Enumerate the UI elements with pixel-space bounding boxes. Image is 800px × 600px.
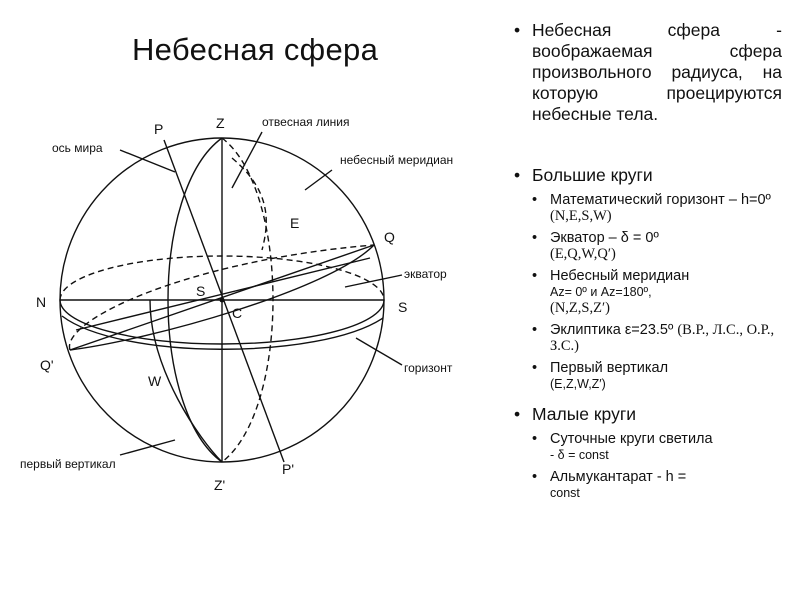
label-Q-prime: Q' bbox=[40, 357, 54, 373]
item-sub: const bbox=[550, 486, 580, 500]
item-main: Математический горизонт – h=0º bbox=[550, 192, 771, 208]
list-item bbox=[512, 268, 782, 316]
center-point bbox=[220, 298, 225, 303]
item-note: (E,Z,W,Z′) bbox=[550, 377, 606, 391]
definition-text bbox=[532, 20, 782, 125]
definition-body: воображаемая сфера произвольного радиуса, на которую проецируются небесные тела. bbox=[532, 41, 782, 124]
label-celestial-meridian: небесный меридиан bbox=[340, 153, 454, 167]
item-main: Экватор – δ = 0º bbox=[550, 230, 659, 246]
label-world-axis: ось мира bbox=[52, 141, 103, 155]
small-circles-heading bbox=[512, 404, 782, 425]
bullet-dot: • bbox=[514, 20, 521, 40]
list-item bbox=[512, 360, 782, 392]
small-circles-list bbox=[512, 431, 782, 501]
label-plumb-line: отвесная линия bbox=[262, 115, 350, 129]
label-Q: Q bbox=[384, 229, 395, 245]
item-note: (В.Р., Л.С., О.Р., З.С.) bbox=[550, 322, 775, 354]
list-item bbox=[512, 469, 782, 501]
label-W: W bbox=[148, 373, 162, 389]
meridian-arc-upper bbox=[232, 158, 266, 250]
label-P-prime: P' bbox=[282, 461, 295, 477]
bullet-dot: • bbox=[532, 431, 538, 447]
leader-meridian bbox=[305, 170, 332, 190]
text-panel bbox=[512, 20, 782, 501]
label-E: E bbox=[290, 215, 300, 231]
list-item bbox=[512, 192, 782, 224]
bullet-dot: • bbox=[532, 268, 538, 284]
item-sub: Az= 0º и Az=180º, bbox=[550, 285, 652, 299]
list-item bbox=[512, 322, 782, 354]
great-circles-heading-text: Большие круги bbox=[532, 165, 653, 185]
item-main: Первый вертикал bbox=[550, 360, 669, 376]
item-main: Альмукантарат - h = bbox=[550, 469, 687, 485]
label-Z: Z bbox=[216, 115, 225, 131]
definition-term: Небесная сфера - bbox=[532, 20, 782, 40]
bullet-dot: • bbox=[514, 165, 521, 185]
label-S-small: S bbox=[196, 283, 206, 299]
label-P: P bbox=[154, 121, 164, 137]
slide-title: Небесная сфера bbox=[132, 32, 379, 67]
label-C: C bbox=[232, 305, 243, 321]
bullet-dot: • bbox=[532, 360, 538, 376]
great-circles-heading bbox=[512, 165, 782, 186]
item-main: Небесный меридиан bbox=[550, 268, 690, 284]
label-Z-prime: Z' bbox=[214, 477, 226, 493]
item-note: (N,Z,S,Z′) bbox=[550, 300, 610, 316]
label-horizon: горизонт bbox=[404, 361, 453, 375]
label-S: S bbox=[398, 299, 408, 315]
item-main: Суточные круги светила bbox=[550, 431, 713, 447]
bullet-dot: • bbox=[532, 230, 538, 246]
bullet-dot: • bbox=[532, 469, 538, 485]
definition-bullet bbox=[512, 20, 782, 125]
small-circles-heading-text: Малые круги bbox=[532, 404, 636, 424]
item-note: (E,Q,W,Q′) bbox=[550, 246, 616, 262]
label-prime-vertical: первый вертикал bbox=[20, 457, 116, 471]
bullet-dot: • bbox=[532, 192, 538, 208]
great-circles-list bbox=[512, 192, 782, 392]
list-item bbox=[512, 230, 782, 262]
celestial-sphere-diagram bbox=[0, 100, 500, 600]
bullet-dot: • bbox=[514, 404, 521, 424]
item-note: (N,E,S,W) bbox=[550, 208, 612, 224]
item-main: Эклиптика ε=23.5º bbox=[550, 322, 674, 338]
bullet-dot: • bbox=[532, 322, 538, 338]
label-N: N bbox=[36, 294, 47, 310]
list-item bbox=[512, 431, 782, 463]
item-sub: - δ = const bbox=[550, 448, 609, 462]
label-equator: экватор bbox=[404, 267, 447, 281]
